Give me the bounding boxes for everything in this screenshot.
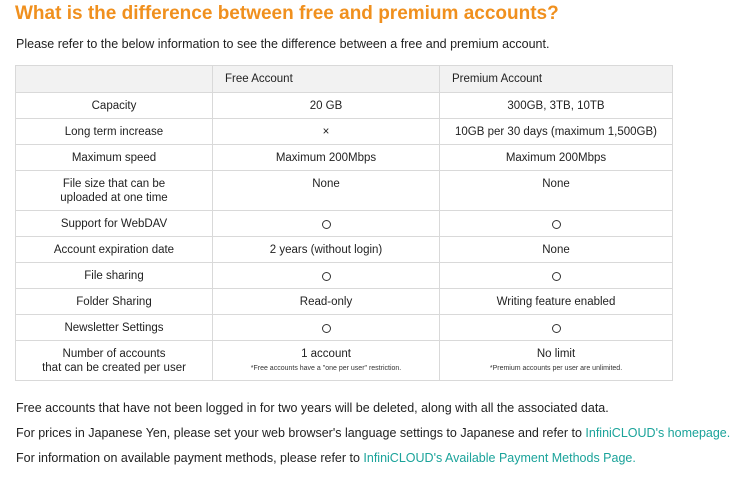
page-title: What is the difference between free and premium accounts? <box>15 3 559 24</box>
circle-icon <box>552 220 561 229</box>
footer-deletion-note: Free accounts that have not been logged in for two years will be deleted, along with all the associated data. <box>16 401 609 415</box>
row-label <box>16 341 213 381</box>
header-free-account: Free Account <box>213 66 440 93</box>
row-label: Newsletter Settings <box>16 315 213 341</box>
footer-payment-text: For information on available payment methods, please refer to <box>16 451 364 465</box>
header-premium-account: Premium Account <box>440 66 673 93</box>
free-value: Read-only <box>213 289 440 315</box>
header-empty <box>16 66 213 93</box>
free-note: *Free accounts have a "one per user" restriction. <box>250 365 402 372</box>
premium-value <box>440 315 673 341</box>
table-row <box>16 263 673 289</box>
premium-value: 300GB, 3TB, 10TB <box>440 93 673 119</box>
premium-value <box>440 263 673 289</box>
premium-value: 10GB per 30 days (maximum 1,500GB) <box>440 119 673 145</box>
circle-icon <box>552 324 561 333</box>
payment-methods-link[interactable]: InfiniCLOUD's Available Payment Methods Page. <box>363 451 636 465</box>
row-label: Account expiration date <box>16 237 213 263</box>
row-label: Support for WebDAV <box>16 211 213 237</box>
row-label-line: uploaded at one time <box>60 192 168 204</box>
intro-text: Please refer to the below information to see the difference between a free and premium account. <box>16 37 550 51</box>
table-row <box>16 119 673 145</box>
free-value: None <box>213 171 440 211</box>
free-value <box>213 211 440 237</box>
premium-value: Writing feature enabled <box>440 289 673 315</box>
circle-icon <box>322 220 331 229</box>
free-value: Maximum 200Mbps <box>213 145 440 171</box>
row-label: Maximum speed <box>16 145 213 171</box>
free-value: × <box>213 119 440 145</box>
premium-note: *Premium accounts per user are unlimited. <box>489 365 623 372</box>
table-row <box>16 145 673 171</box>
premium-value: None <box>440 237 673 263</box>
circle-icon <box>322 324 331 333</box>
premium-value-text: No limit <box>536 348 576 360</box>
free-value: 2 years (without login) <box>213 237 440 263</box>
table-row <box>16 289 673 315</box>
row-label: Capacity <box>16 93 213 119</box>
table-row <box>16 171 673 211</box>
free-value-text: 1 account <box>301 348 351 360</box>
footer-yen-note <box>16 426 730 440</box>
row-label: Long term increase <box>16 119 213 145</box>
free-value <box>213 315 440 341</box>
row-label-line: that can be created per user <box>42 362 186 374</box>
table-row <box>16 93 673 119</box>
free-value: 20 GB <box>213 93 440 119</box>
table-row <box>16 315 673 341</box>
premium-value <box>440 341 673 381</box>
circle-icon <box>552 272 561 281</box>
premium-value: Maximum 200Mbps <box>440 145 673 171</box>
homepage-link[interactable]: InfiniCLOUD's homepage. <box>585 426 730 440</box>
premium-value <box>440 211 673 237</box>
row-label-line: File size that can be <box>62 178 166 190</box>
row-label: Folder Sharing <box>16 289 213 315</box>
row-label-line: Number of accounts <box>62 348 166 360</box>
free-value <box>213 341 440 381</box>
circle-icon <box>322 272 331 281</box>
table-row <box>16 211 673 237</box>
table-row <box>16 237 673 263</box>
free-value <box>213 263 440 289</box>
premium-value: None <box>440 171 673 211</box>
comparison-table <box>15 65 673 381</box>
footer-payment-note <box>16 451 636 465</box>
row-label <box>16 171 213 211</box>
table-row <box>16 341 673 381</box>
row-label: File sharing <box>16 263 213 289</box>
table-header-row <box>16 66 673 93</box>
footer-yen-text: For prices in Japanese Yen, please set your web browser's language settings to Japanese and refer to <box>16 426 586 440</box>
